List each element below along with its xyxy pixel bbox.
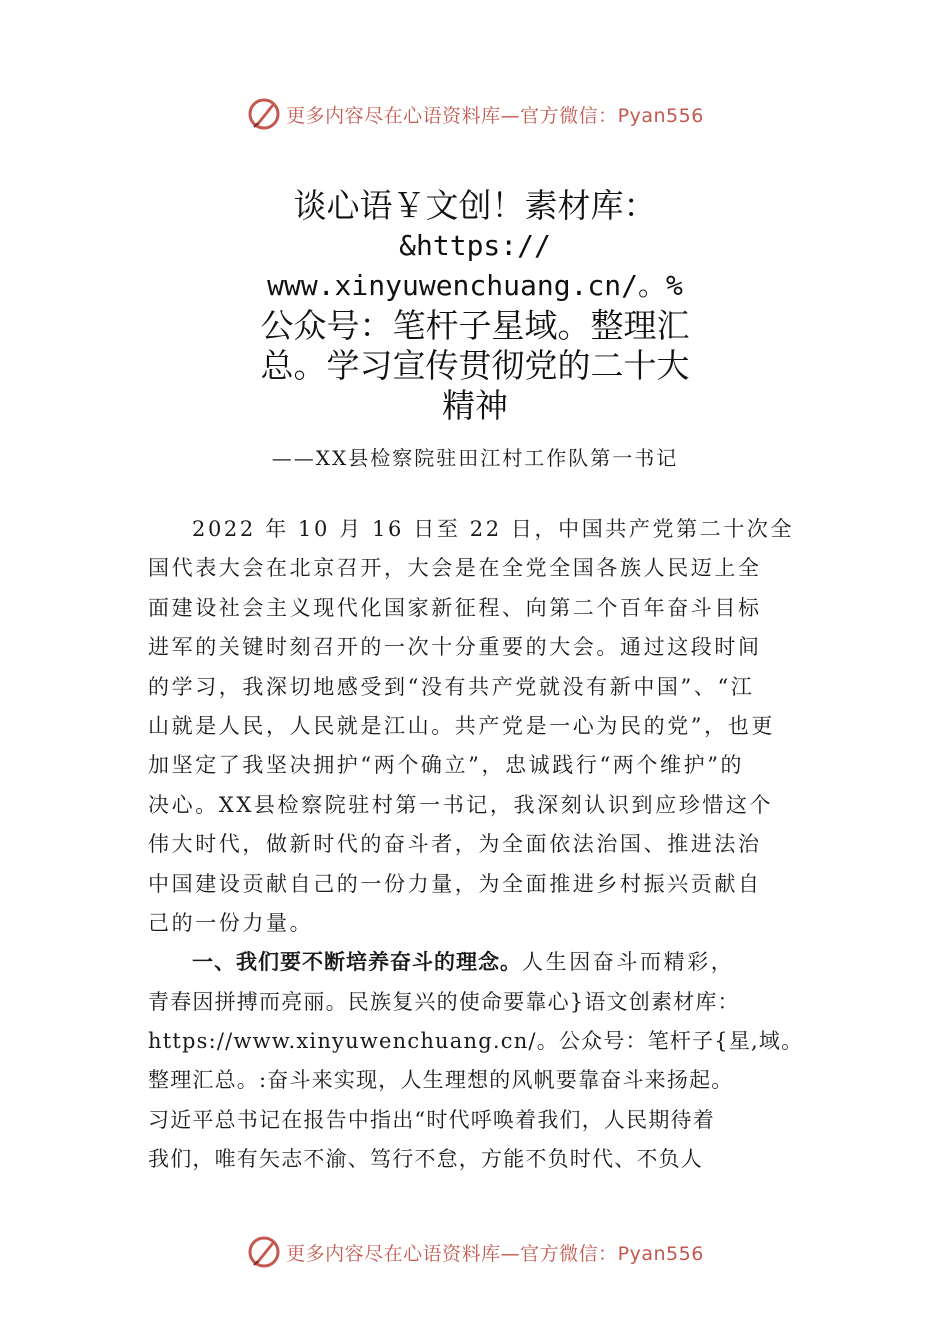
- paragraph-line: 面建设社会主义现代化国家新征程、向第二个百年奋斗目标: [148, 595, 762, 620]
- document-subtitle: ——XX县检察院驻田江村工作队第一书记: [271, 446, 679, 470]
- paragraph-line: 我们，唯有矢志不渝、笃行不怠，方能不负时代、不负人: [148, 1147, 703, 1172]
- title-line: 精神: [442, 386, 508, 425]
- section-heading: 一、我们要不断培养奋斗的理念。: [192, 950, 522, 975]
- header-banner-text: 更多内容尽在心语资料库—官方微信：Pyan556: [286, 104, 704, 127]
- section-heading-rest: 人生因奋斗而精彩，: [522, 950, 735, 975]
- paragraph-line: 山就是人民，人民就是江山。共产党是一心为民的党”，也更: [148, 713, 775, 738]
- paragraph-line: https://www.xinyuwenchuang.cn/。公众号：笔杆子{星,域。: [148, 1029, 804, 1054]
- paragraph-line: 青春因拼搏而亮丽。民族复兴的使命要靠心}语文创素材库：: [148, 989, 740, 1014]
- paragraph-line: 的学习，我深切地感受到“没有共产党就没有新中国”、“江: [148, 674, 755, 699]
- paragraph-line: 伟大时代，做新时代的奋斗者，为全面依法治国、推进法治: [148, 832, 762, 857]
- paragraph-line: 国代表大会在北京召开，大会是在全党全国各族人民迈上全: [148, 556, 762, 581]
- title-line: 总。学习宣传贯彻党的二十大: [260, 346, 690, 385]
- quill-pen-logo-icon: [246, 1234, 282, 1270]
- section-heading-line: [148, 943, 818, 982]
- footer-banner: [0, 1230, 950, 1274]
- paragraph-line: 进军的关键时刻召开的一次十分重要的大会。通过这段时间: [148, 635, 762, 660]
- paragraph-line: 2022 年 10 月 16 日至 22 日，中国共产党第二十次全: [192, 517, 795, 541]
- title-line: &https://: [399, 229, 551, 262]
- title-line: 公众号：笔杆子星域。整理汇: [260, 306, 690, 345]
- paragraph-line: 加坚定了我坚决拥护“两个确立”，忠诚践行“两个维护”的: [148, 753, 745, 778]
- paragraph-line: 决心。XX县检察院驻村第一书记，我深刻认识到应珍惜这个: [148, 792, 774, 817]
- paragraph-line: 己的一份力量。: [148, 910, 314, 935]
- header-banner: [0, 92, 950, 136]
- title-line: www.xinyuwenchuang.cn/。%: [267, 269, 683, 302]
- paragraph-line: 中国建设贡献自己的一份力量，为全面推进乡村振兴贡献自: [148, 871, 762, 896]
- quill-pen-logo-icon: [246, 96, 282, 132]
- title-line: 谈心语￥文创！素材库：: [293, 186, 657, 225]
- document-title: [200, 186, 750, 426]
- footer-banner-text: 更多内容尽在心语资料库—官方微信：Pyan556: [286, 1242, 704, 1265]
- paragraph-line: 习近平总书记在报告中指出“时代呼唤着我们，人民期待着: [148, 1107, 715, 1132]
- paragraph-line: 整理汇总。:奋斗来实现，人生理想的风帆要靠奋斗来扬起。: [148, 1068, 734, 1093]
- document-body: [148, 510, 818, 1180]
